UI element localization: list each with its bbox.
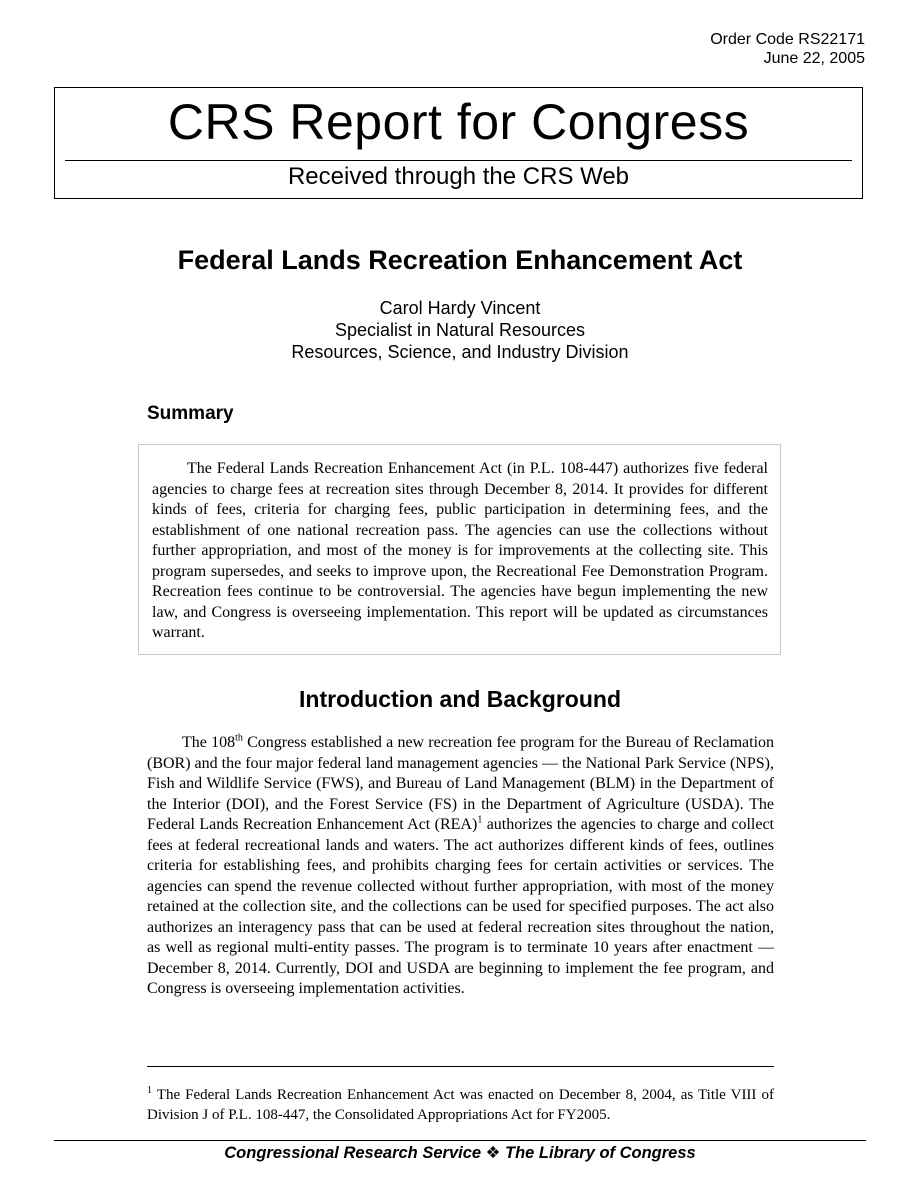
- author-title: Specialist in Natural Resources: [334, 320, 586, 340]
- footer-divider: [54, 1140, 866, 1141]
- report-date: June 22, 2005: [763, 50, 865, 67]
- summary-heading: Summary: [147, 403, 234, 424]
- order-code: Order Code RS22171: [710, 31, 865, 48]
- order-info: [710, 30, 865, 68]
- author-division: Resources, Science, and Industry Division: [291, 342, 629, 362]
- footnote-text: The Federal Lands Recreation Enhancement Act was enacted on December 8, 2004, as Title VIII of Division J of P.L. 108-447, the Consolidated Appropriations Act for FY2005.: [147, 1087, 774, 1123]
- author-block: [0, 297, 920, 363]
- banner-divider: [65, 160, 852, 161]
- footnote-marker: 1: [147, 1085, 152, 1096]
- footnote: [147, 1085, 774, 1125]
- intro-text-part: Congress established a new recreation fee program for the Bureau of Reclamation (BOR) and the four major federal land management agencies — the National Park Service (NPS), Fish and Wildlife Service (FWS), and Bureau of Land Management (BLM) in the Department of the Interior (DOI), and the Forest Service (FS) in the Department of Agriculture (USDA). The Federal Lands Recreation Enhancement Act (REA): [147, 734, 775, 833]
- introduction-paragraph: [147, 733, 774, 1000]
- section-heading-introduction: Introduction and Background: [299, 686, 621, 712]
- document-title: Federal Lands Recreation Enhancement Act: [177, 245, 743, 275]
- author-name: Carol Hardy Vincent: [379, 298, 541, 318]
- ordinal-superscript: th: [235, 732, 243, 744]
- page-footer: Congressional Research Service ❖ The Library of Congress: [224, 1144, 696, 1162]
- intro-text-part: The 108: [182, 734, 236, 751]
- report-banner: [54, 87, 863, 199]
- banner-subtitle: Received through the CRS Web: [287, 163, 630, 190]
- intro-text-part: authorizes the agencies to charge and collect fees at federal recreational lands and waters. The act authorizes different kinds of fees, outlines criteria for establishing fees, and prohibits charging fees for certain activities or services. The agencies can spend the revenue collected without further appropriation, with most of the money retained at the collection site, and the collections can be used for specified purposes. The act also authorizes an interagency pass that can be used at federal recreation sites throughout the nation, as well as regional multi-entity passes. The program is to terminate 10 years after enactment — December 8, 2014. Currently, DOI and USDA are beginning to implement the fee program, and Congress is overseeing implementation activities.: [147, 816, 774, 997]
- summary-text: The Federal Lands Recreation Enhancement Act (in P.L. 108-447) authorizes five federal agencies to charge fees at recreation sites through December 8, 2014. It provides for different kinds of fees, criteria for charging fees, public participation in determining fees, and the establishment of one national recreation pass. The agencies can use the collections without further appropriation, and most of the money is for improvements at the collecting site. This program supersedes, and seeks to improve upon, the Recreational Fee Demonstration Program. Recreation fees continue to be controversial. The agencies have begun implementing the new law, and Congress is overseeing implementation. This report will be updated as circumstances warrant.: [152, 460, 768, 641]
- footnote-divider: [147, 1066, 774, 1067]
- banner-title: CRS Report for Congress: [167, 94, 750, 150]
- footnote-reference[interactable]: 1: [477, 814, 483, 826]
- summary-box: [138, 444, 781, 655]
